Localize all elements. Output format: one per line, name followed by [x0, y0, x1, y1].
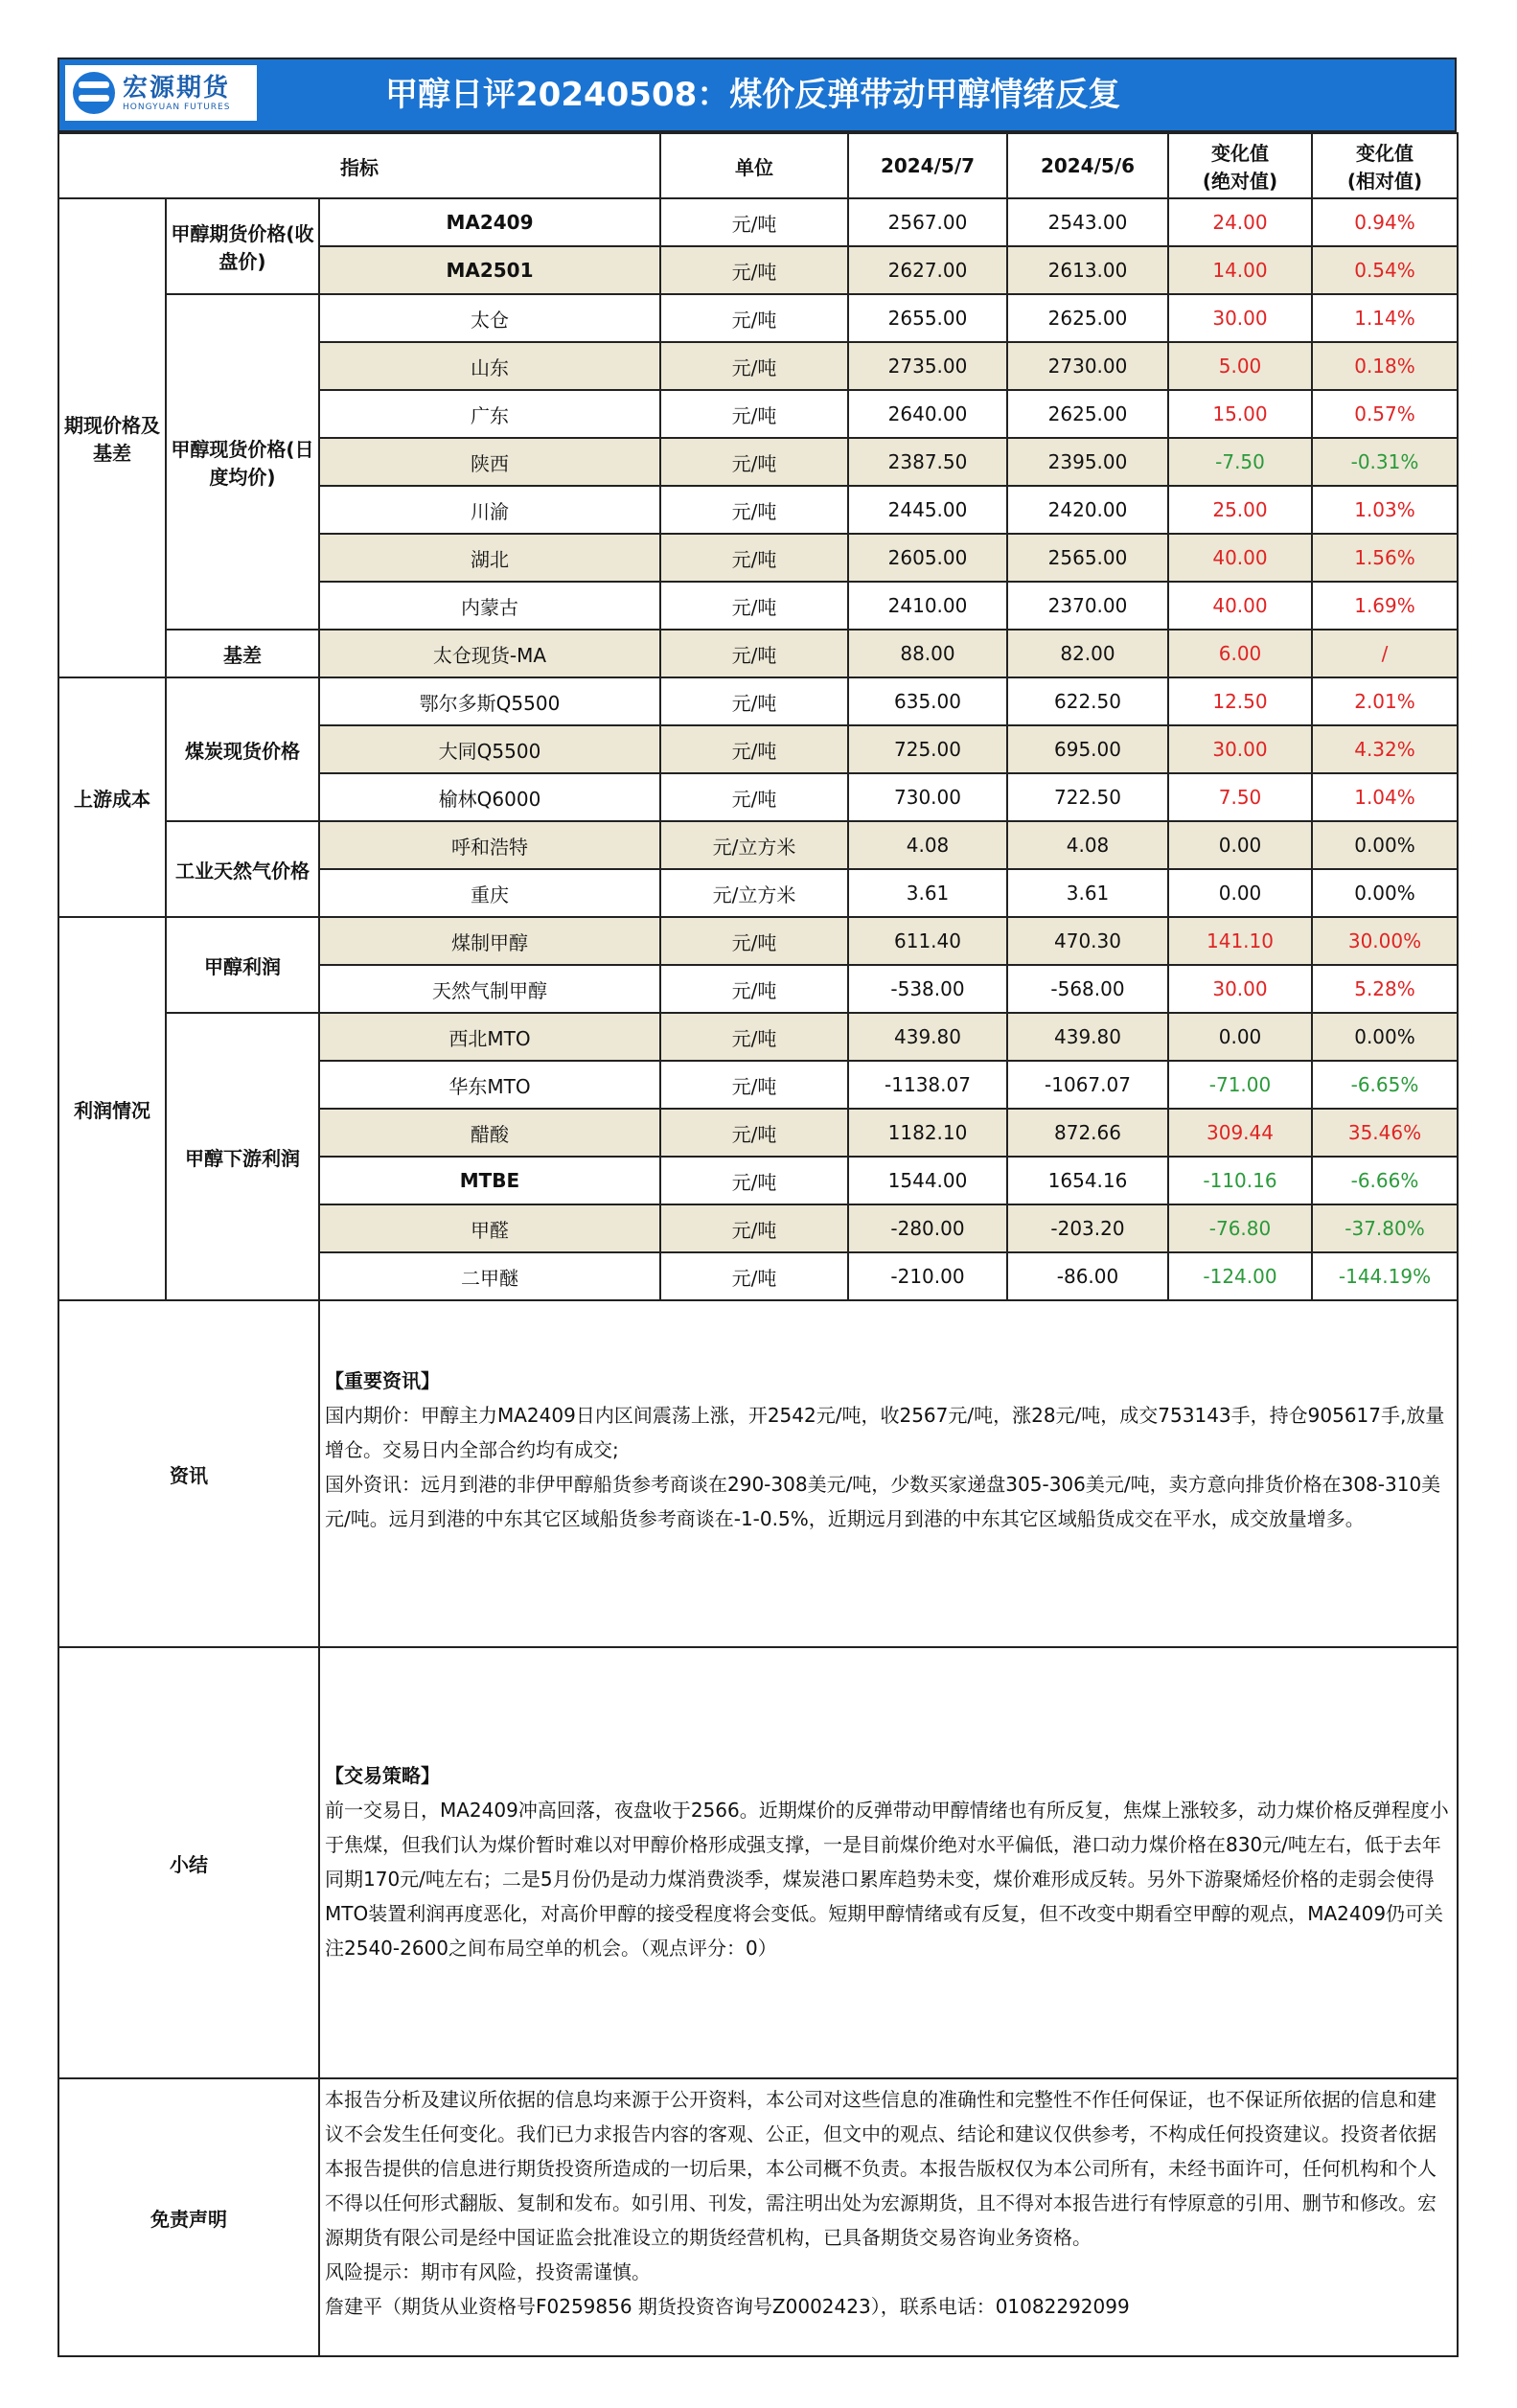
- indicator-name: 太仓: [319, 294, 660, 342]
- table-row: [58, 294, 1458, 342]
- rel-change: 4.32%: [1312, 725, 1458, 773]
- unit-cell: 元/吨: [660, 198, 848, 246]
- unit-cell: 元/立方米: [660, 821, 848, 869]
- rel-change: -0.31%: [1312, 438, 1458, 486]
- value-date1: 2735.00: [848, 342, 1007, 390]
- indicator-name: 煤制甲醇: [319, 917, 660, 965]
- value-date1: 2445.00: [848, 486, 1007, 534]
- value-date2: -568.00: [1007, 965, 1168, 1013]
- rel-change: 1.69%: [1312, 582, 1458, 630]
- report-header: [57, 57, 1457, 132]
- value-date1: 2627.00: [848, 246, 1007, 294]
- value-date1: 88.00: [848, 630, 1007, 677]
- news-label: 资讯: [58, 1300, 319, 1647]
- value-date1: -1138.07: [848, 1061, 1007, 1109]
- table-row: [58, 1013, 1458, 1061]
- abs-change: -110.16: [1168, 1157, 1312, 1204]
- value-date2: 722.50: [1007, 773, 1168, 821]
- indicator-name: 榆林Q6000: [319, 773, 660, 821]
- disclaimer-section: [58, 2078, 1458, 2356]
- unit-cell: 元/吨: [660, 1204, 848, 1252]
- unit-cell: 元/吨: [660, 534, 848, 582]
- col-header-abs-change: 变化值 (绝对值): [1168, 133, 1312, 198]
- value-date1: -210.00: [848, 1252, 1007, 1300]
- subcategory-cell: 甲醇现货价格(日度均价): [166, 294, 319, 630]
- value-date1: 439.80: [848, 1013, 1007, 1061]
- indicator-name: 湖北: [319, 534, 660, 582]
- value-date2: 4.08: [1007, 821, 1168, 869]
- table-row: [58, 677, 1458, 725]
- value-date1: 1182.10: [848, 1109, 1007, 1157]
- value-date2: -1067.07: [1007, 1061, 1168, 1109]
- company-logo: [65, 65, 257, 121]
- indicator-name: 广东: [319, 390, 660, 438]
- unit-cell: 元/吨: [660, 725, 848, 773]
- value-date2: 2370.00: [1007, 582, 1168, 630]
- summary-content: [319, 1647, 1458, 2078]
- rel-change: 0.00%: [1312, 821, 1458, 869]
- rel-change: 1.03%: [1312, 486, 1458, 534]
- indicator-name: 山东: [319, 342, 660, 390]
- abs-change: 25.00: [1168, 486, 1312, 534]
- indicator-name: MA2409: [319, 198, 660, 246]
- abs-change: 24.00: [1168, 198, 1312, 246]
- table-header-row: [58, 133, 1458, 198]
- indicator-name: 川渝: [319, 486, 660, 534]
- logo-en-text: HONGYUAN FUTURES: [123, 103, 231, 112]
- rel-change: 5.28%: [1312, 965, 1458, 1013]
- indicator-name: 内蒙古: [319, 582, 660, 630]
- indicator-name: 醋酸: [319, 1109, 660, 1157]
- unit-cell: 元/吨: [660, 1109, 848, 1157]
- unit-cell: 元/吨: [660, 390, 848, 438]
- unit-cell: 元/吨: [660, 773, 848, 821]
- analyst-contact: 詹建平（期货从业资格号F0259856 期货投资咨询号Z0002423），联系电话：01082292099: [325, 2295, 1130, 2318]
- indicator-name: 天然气制甲醇: [319, 965, 660, 1013]
- abs-change: 12.50: [1168, 677, 1312, 725]
- rel-change: -6.65%: [1312, 1061, 1458, 1109]
- abs-change: 5.00: [1168, 342, 1312, 390]
- indicator-name: 二甲醚: [319, 1252, 660, 1300]
- unit-cell: 元/吨: [660, 582, 848, 630]
- value-date1: 2387.50: [848, 438, 1007, 486]
- value-date2: -86.00: [1007, 1252, 1168, 1300]
- unit-cell: 元/吨: [660, 1061, 848, 1109]
- disclaimer-content: [319, 2078, 1458, 2356]
- abs-change: 7.50: [1168, 773, 1312, 821]
- indicator-name: MTBE: [319, 1157, 660, 1204]
- value-date1: 730.00: [848, 773, 1007, 821]
- value-date1: 611.40: [848, 917, 1007, 965]
- unit-cell: 元/吨: [660, 1013, 848, 1061]
- subcategory-cell: 甲醇利润: [166, 917, 319, 1013]
- news-heading: 【重要资讯】: [325, 1369, 440, 1392]
- report-title: 甲醇日评20240508：煤价反弹带动甲醇情绪反复: [385, 76, 1121, 114]
- abs-change: 0.00: [1168, 1013, 1312, 1061]
- abs-change: 6.00: [1168, 630, 1312, 677]
- value-date2: 695.00: [1007, 725, 1168, 773]
- value-date2: 2625.00: [1007, 294, 1168, 342]
- rel-change: 30.00%: [1312, 917, 1458, 965]
- unit-cell: 元/吨: [660, 294, 848, 342]
- abs-change: -71.00: [1168, 1061, 1312, 1109]
- value-date2: 2625.00: [1007, 390, 1168, 438]
- table-row: [58, 630, 1458, 677]
- abs-change: 309.44: [1168, 1109, 1312, 1157]
- value-date2: 1654.16: [1007, 1157, 1168, 1204]
- value-date1: -538.00: [848, 965, 1007, 1013]
- indicator-table: [57, 132, 1459, 1301]
- value-date2: 2613.00: [1007, 246, 1168, 294]
- subcategory-cell: 基差: [166, 630, 319, 677]
- col-header-unit: 单位: [660, 133, 848, 198]
- abs-change: 15.00: [1168, 390, 1312, 438]
- subcategory-cell: 甲醇下游利润: [166, 1013, 319, 1300]
- indicator-name: MA2501: [319, 246, 660, 294]
- value-date2: 3.61: [1007, 869, 1168, 917]
- rel-change: -6.66%: [1312, 1157, 1458, 1204]
- summary-section: [58, 1647, 1458, 2078]
- indicator-name: 甲醛: [319, 1204, 660, 1252]
- summary-heading: 【交易策略】: [325, 1764, 440, 1787]
- value-date2: 82.00: [1007, 630, 1168, 677]
- value-date2: 439.80: [1007, 1013, 1168, 1061]
- abs-change: 14.00: [1168, 246, 1312, 294]
- summary-strategy: 前一交易日，MA2409冲高回落，夜盘收于2566。近期煤价的反弹带动甲醇情绪也有所反复，焦煤上涨较多，动力煤价格反弹程度小于焦煤，但我们认为煤价暂时难以对甲醇价格形成强支撑，一是目前煤价绝对水平偏低，港口动力煤价格在830元/吨左右，低于去年同期170元/吨左右；二是5月份仍是动力煤消费淡季，煤炭港口累库趋势未变，煤价难形成反转。另外下游聚烯烃价格的走弱会使得MTO装置利润再度恶化，对高价甲醇的接受程度将会变低。短期甲醇情绪或有反复，但不改变中期看空甲醇的观点，MA2409仍可关注2540-2600之间布局空单的机会。（观点评分：0）: [325, 1799, 1449, 1960]
- table-row: [58, 917, 1458, 965]
- value-date2: 622.50: [1007, 677, 1168, 725]
- abs-change: 40.00: [1168, 534, 1312, 582]
- unit-cell: 元/吨: [660, 1157, 848, 1204]
- col-header-rel-change: 变化值 (相对值): [1312, 133, 1458, 198]
- subcategory-cell: 甲醇期货价格(收盘价): [166, 198, 319, 294]
- disclaimer-label: 免责声明: [58, 2078, 319, 2356]
- unit-cell: 元/吨: [660, 677, 848, 725]
- unit-cell: 元/吨: [660, 438, 848, 486]
- summary-label: 小结: [58, 1647, 319, 2078]
- value-date2: 2420.00: [1007, 486, 1168, 534]
- risk-warning: 风险提示：期市有风险，投资需谨慎。: [325, 2260, 651, 2283]
- abs-change: 0.00: [1168, 869, 1312, 917]
- col-header-date2: 2024/5/6: [1007, 133, 1168, 198]
- category-cell: 上游成本: [58, 677, 166, 917]
- rel-change: 0.94%: [1312, 198, 1458, 246]
- unit-cell: 元/吨: [660, 965, 848, 1013]
- unit-cell: 元/吨: [660, 246, 848, 294]
- category-cell: 期现价格及基差: [58, 198, 166, 677]
- indicator-name: 陕西: [319, 438, 660, 486]
- subcategory-cell: 煤炭现货价格: [166, 677, 319, 821]
- indicator-name: 重庆: [319, 869, 660, 917]
- unit-cell: 元/立方米: [660, 869, 848, 917]
- value-date2: 2543.00: [1007, 198, 1168, 246]
- report-page: [57, 57, 1457, 2357]
- rel-change: 1.14%: [1312, 294, 1458, 342]
- rel-change: /: [1312, 630, 1458, 677]
- logo-cn-text: 宏源期货: [123, 74, 231, 103]
- rel-change: 0.57%: [1312, 390, 1458, 438]
- abs-change: -7.50: [1168, 438, 1312, 486]
- value-date2: 470.30: [1007, 917, 1168, 965]
- abs-change: 40.00: [1168, 582, 1312, 630]
- rel-change: 0.00%: [1312, 869, 1458, 917]
- value-date1: -280.00: [848, 1204, 1007, 1252]
- value-date1: 2410.00: [848, 582, 1007, 630]
- value-date1: 725.00: [848, 725, 1007, 773]
- value-date1: 635.00: [848, 677, 1007, 725]
- news-section: [58, 1300, 1458, 1647]
- rel-change: 1.04%: [1312, 773, 1458, 821]
- value-date2: 2565.00: [1007, 534, 1168, 582]
- rel-change: -37.80%: [1312, 1204, 1458, 1252]
- value-date1: 2640.00: [848, 390, 1007, 438]
- abs-change: 0.00: [1168, 821, 1312, 869]
- rel-change: 0.54%: [1312, 246, 1458, 294]
- value-date2: 2730.00: [1007, 342, 1168, 390]
- unit-cell: 元/吨: [660, 342, 848, 390]
- logo-icon: [73, 72, 115, 114]
- abs-change: 30.00: [1168, 294, 1312, 342]
- unit-cell: 元/吨: [660, 917, 848, 965]
- unit-cell: 元/吨: [660, 486, 848, 534]
- disclaimer-text: 本报告分析及建议所依据的信息均来源于公开资料，本公司对这些信息的准确性和完整性不作任何保证，也不保证所依据的信息和建议不会发生任何变化。我们已力求报告内容的客观、公正，但文中的观点、结论和建议仅供参考，不构成任何投资建议。投资者依据本报告提供的信息进行期货投资所造成的一切后果，本公司概不负责。本报告版权仅为本公司所有，未经书面许可，任何机构和个人不得以任何形式翻版、复制和发布。如引用、刊发，需注明出处为宏源期货，且不得对本报告进行有悖原意的引用、删节和修改。宏源期货有限公司是经中国证监会批准设立的期货经营机构，已具备期货交易咨询业务资格。: [325, 2088, 1437, 2249]
- value-date1: 1544.00: [848, 1157, 1007, 1204]
- rel-change: 0.18%: [1312, 342, 1458, 390]
- category-cell: 利润情况: [58, 917, 166, 1300]
- value-date1: 4.08: [848, 821, 1007, 869]
- abs-change: -124.00: [1168, 1252, 1312, 1300]
- col-header-date1: 2024/5/7: [848, 133, 1007, 198]
- rel-change: 1.56%: [1312, 534, 1458, 582]
- value-date2: 2395.00: [1007, 438, 1168, 486]
- indicator-name: 太仓现货-MA: [319, 630, 660, 677]
- unit-cell: 元/吨: [660, 630, 848, 677]
- indicator-name: 呼和浩特: [319, 821, 660, 869]
- value-date2: -203.20: [1007, 1204, 1168, 1252]
- indicator-name: 西北MTO: [319, 1013, 660, 1061]
- value-date2: 872.66: [1007, 1109, 1168, 1157]
- text-sections: [57, 1299, 1459, 2357]
- table-row: [58, 821, 1458, 869]
- value-date1: 2605.00: [848, 534, 1007, 582]
- value-date1: 3.61: [848, 869, 1007, 917]
- rel-change: 35.46%: [1312, 1109, 1458, 1157]
- value-date1: 2567.00: [848, 198, 1007, 246]
- rel-change: 2.01%: [1312, 677, 1458, 725]
- indicator-name: 大同Q5500: [319, 725, 660, 773]
- value-date1: 2655.00: [848, 294, 1007, 342]
- indicator-name: 鄂尔多斯Q5500: [319, 677, 660, 725]
- col-header-indicator: 指标: [58, 133, 660, 198]
- indicator-name: 华东MTO: [319, 1061, 660, 1109]
- rel-change: -144.19%: [1312, 1252, 1458, 1300]
- abs-change: 141.10: [1168, 917, 1312, 965]
- abs-change: 30.00: [1168, 965, 1312, 1013]
- abs-change: 30.00: [1168, 725, 1312, 773]
- table-row: [58, 198, 1458, 246]
- news-domestic: 国内期价：甲醇主力MA2409日内区间震荡上涨，开2542元/吨，收2567元/吨，涨28元/吨，成交753143手，持仓905617手,放量增仓。交易日内全部合约均有成交;: [325, 1404, 1445, 1461]
- abs-change: -76.80: [1168, 1204, 1312, 1252]
- news-content: [319, 1300, 1458, 1647]
- rel-change: 0.00%: [1312, 1013, 1458, 1061]
- news-overseas: 国外资讯：远月到港的非伊甲醇船货参考商谈在290-308美元/吨，少数买家递盘305-306美元/吨，卖方意向排货价格在308-310美元/吨。远月到港的中东其它区域船货参考商谈在-1-0.5%，近期远月到港的中东其它区域船货成交在平水，成交放量增多。: [325, 1473, 1441, 1530]
- unit-cell: 元/吨: [660, 1252, 848, 1300]
- subcategory-cell: 工业天然气价格: [166, 821, 319, 917]
